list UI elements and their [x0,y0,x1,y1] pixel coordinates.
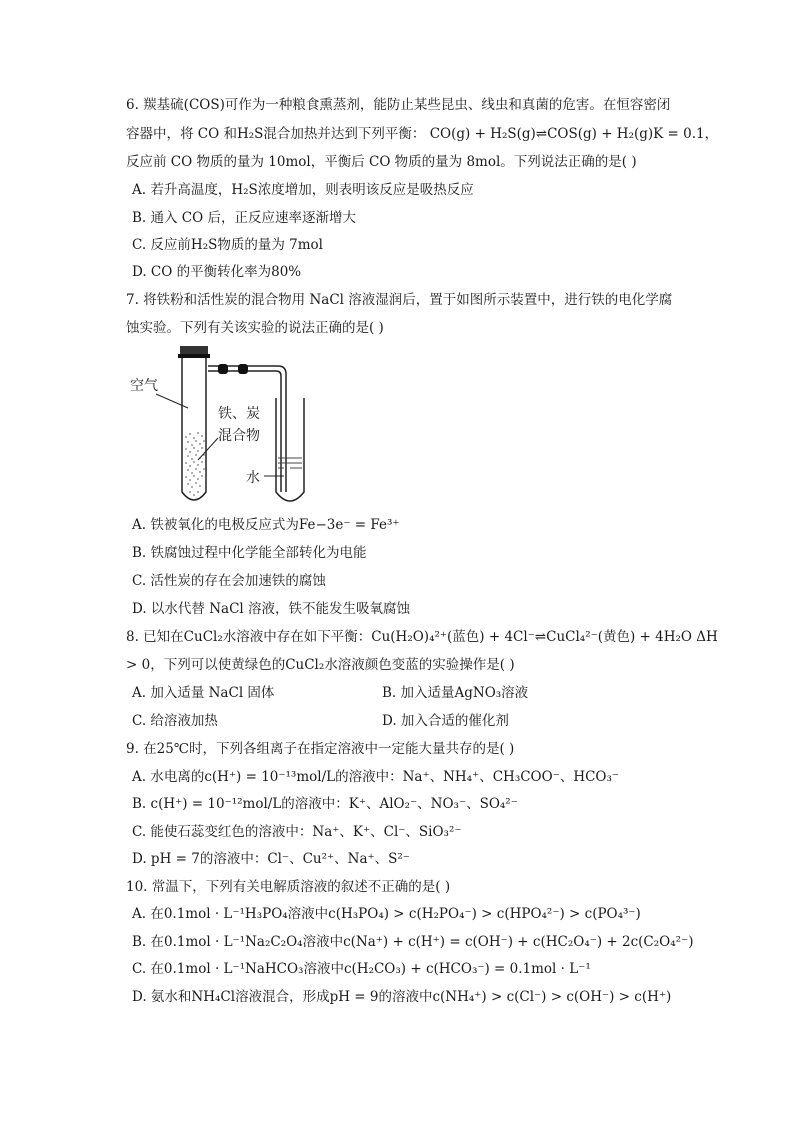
q6-option-b: B. 通入 CO 后，正反应速率逐渐增大 [132,210,356,226]
q7-option-b: B. 铁腐蚀过程中化学能全部转化为电能 [132,545,367,561]
q9-option-d: D. pH = 7的溶液中：Cl⁻、Cu²⁺、Na⁺、S²⁻ [132,851,410,867]
q9-option-a: A. 水电离的c(H⁺) = 10⁻¹³mol/L的溶液中：Na⁺、NH₄⁺、CH₃COO⁻、HCO₃⁻ [132,769,620,785]
label-air: 空气 [130,378,158,394]
water-tube [276,398,304,501]
q6-option-d: D. CO 的平衡转化率为80% [132,264,302,280]
q6-stem-line-1: 6. 羰基硫(COS)可作为一种粮食熏蒸剂，能防止某些昆虫、线虫和真菌的危害。在恒容密闭 [126,97,671,113]
label-mix-2: 混合物 [218,428,260,444]
q10-option-c: C. 在0.1mol · L⁻¹NaHCO₃溶液中c(H₂CO₃) + c(HCO₃⁻) = 0.1mol · L⁻¹ [132,961,591,977]
q8-option-d: D. 加入合适的催化剂 [382,713,509,729]
q7-stem-line-1: 7. 将铁粉和活性炭的混合物用 NaCl 溶液湿润后，置于如图所示装置中，进行铁的电化学腐 [126,292,673,308]
corrosion-apparatus-diagram [126,342,326,512]
q8-option-a: A. 加入适量 NaCl 固体 [132,685,275,701]
q10-option-d: D. 氨水和NH₄Cl溶液混合，形成pH = 9的溶液中c(NH₄⁺) > c(Cl⁻) > c(OH⁻) > c(H⁺) [132,989,672,1005]
q8-stem-line-2: > 0，下列可以使黄绿色的CuCl₂水溶液颜色变蓝的实验操作是( ) [126,657,515,673]
q10-option-a: A. 在0.1mol · L⁻¹H₃PO₄溶液中c(H₃PO₄) > c(H₂PO₄⁻) > c(HPO₄²⁻) > c(PO₄³⁻) [132,906,641,922]
label-water: 水 [246,470,260,486]
q8-stem-line-1: 8. 已知在CuCl₂水溶液中存在如下平衡：Cu(H₂O)₄²⁺(蓝色) + 4Cl⁻⇌CuCl₄²⁻(黄色) + 4H₂O ΔH [126,629,718,645]
q6-stem-line-3: 反应前 CO 物质的量为 10mol，平衡后 CO 物质的量为 8mol。下列说法正确的是( ) [126,154,637,170]
label-mix-1: 铁、炭 [218,406,260,422]
q7-stem-line-2: 蚀实验。下列有关该实验的说法正确的是( ) [126,320,384,336]
q9-stem: 9. 在25℃时，下列各组离子在指定溶液中一定能大量共存的是( ) [126,741,515,757]
q7-option-a: A. 铁被氧化的电极反应式为Fe−3e⁻ = Fe³⁺ [132,517,400,533]
q9-option-c: C. 能使石蕊变红色的溶液中：Na⁺、K⁺、Cl⁻、SiO₃²⁻ [132,824,462,840]
stopper-rim [178,354,210,358]
q8-option-b: B. 加入适量AgNO₃溶液 [382,685,529,701]
q9-option-b: B. c(H⁺) = 10⁻¹²mol/L的溶液中：K⁺、AlO₂⁻、NO₃⁻、SO₄²⁻ [132,796,518,812]
iron-carbon-mixture [185,432,205,496]
q6-option-a: A. 若升高温度，H₂S浓度增加，则表明该反应是吸热反应 [132,182,474,198]
q10-stem: 10. 常温下，下列有关电解质溶液的叙述不正确的是( ) [126,879,451,895]
test-tube [182,358,206,500]
air-leader [156,394,188,408]
q7-option-c: C. 活性炭的存在会加速铁的腐蚀 [132,573,326,589]
q7-option-d: D. 以水代替 NaCl 溶液，铁不能发生吸氧腐蚀 [132,601,411,617]
q10-option-b: B. 在0.1mol · L⁻¹Na₂C₂O₄溶液中c(Na⁺) + c(H⁺) = c(OH⁻) + c(HC₂O₄⁻) + 2c(C₂O₄²⁻) [132,934,694,950]
q6-option-c: C. 反应前H₂S物质的量为 7mol [132,237,323,253]
q6-stem-line-2: 容器中，将 CO 和H₂S混合加热并达到下列平衡： CO(g) + H₂S(g)⇌COS(g) + H₂(g)K = 0.1， [126,126,719,142]
apparatus-svg [126,342,326,512]
q8-option-c: C. 给溶液加热 [132,713,218,729]
rubber-connector-2 [238,364,248,374]
rubber-connector-1 [218,364,228,374]
mixture-leader [198,438,218,460]
